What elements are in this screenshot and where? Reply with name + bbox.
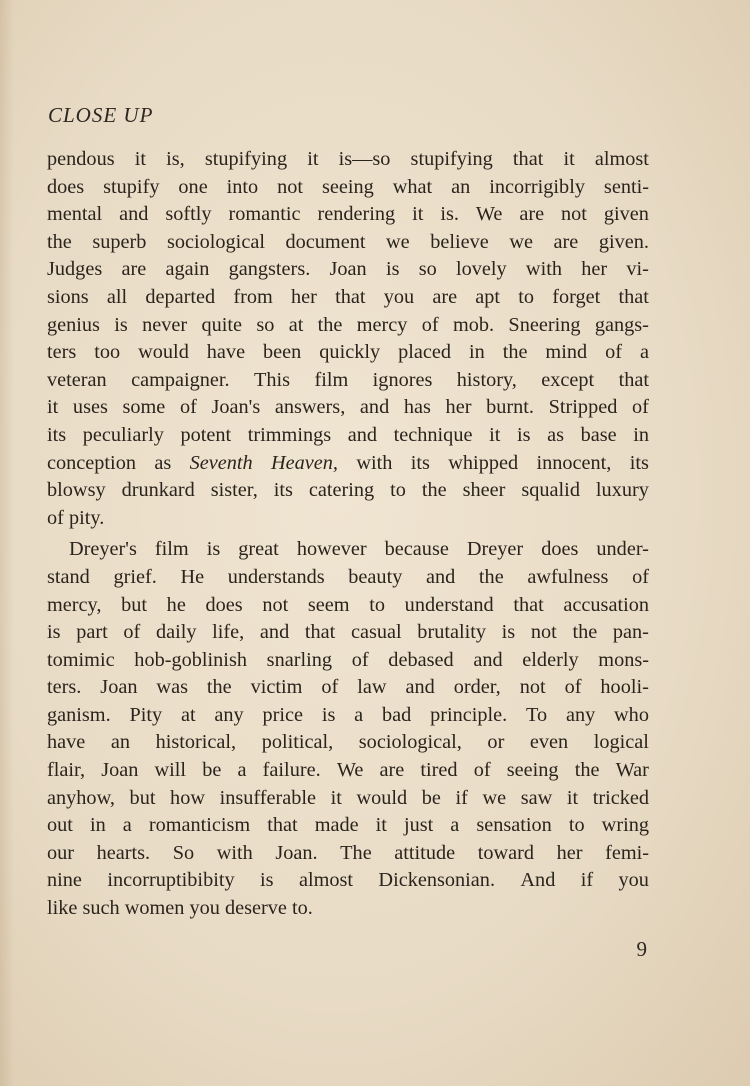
text-line: genius is never quite so at the mercy of mob. Sneering gangs- xyxy=(47,313,649,336)
text-line: conception as Seventh Heaven, with its whipped innocent, its xyxy=(47,451,649,474)
text-line: its peculiarly potent trimmings and technique it is as base in xyxy=(47,423,649,446)
text-line: tomimic hob-goblinish snarling of debased and elderly mons- xyxy=(47,648,649,671)
text-line: veteran campaigner. This film ignores history, except that xyxy=(47,368,649,391)
text-line: anyhow, but how insufferable it would be if we saw it tricked xyxy=(47,786,649,809)
text-line: ters too would have been quickly placed in the mind of a xyxy=(47,341,649,364)
text-line: is part of daily life, and that casual brutality is not the pan- xyxy=(47,621,649,644)
text-line: blowsy drunkard sister, its catering to the sheer squalid luxury xyxy=(47,479,649,502)
text-line: ters. Joan was the victim of law and order, not of hooli- xyxy=(47,676,649,699)
text-line: Dreyer's film is great however because Dreyer does under- xyxy=(69,538,649,561)
text-line: pendous it is, stupifying it is—so stupifying that it almost xyxy=(47,148,649,170)
text-line: have an historical, political, sociological, or even logical xyxy=(47,731,649,754)
text-line: nine incorruptibibity is almost Dickensonian. And if you xyxy=(47,869,649,892)
text-line: out in a romanticism that made it just a sensation to wring xyxy=(47,814,649,837)
text-line: does stupify one into not seeing what an incorrigibly senti- xyxy=(47,175,649,198)
text-line: of pity. xyxy=(47,506,105,529)
body-text xyxy=(47,146,649,923)
text-line: mental and softly romantic rendering it is. We are not given xyxy=(47,203,649,226)
text-line: ganism. Pity at any price is a bad principle. To any who xyxy=(47,703,649,726)
page-edge-shadow xyxy=(0,0,14,1086)
text-line: the superb sociological document we believe we are given. xyxy=(47,230,649,253)
running-head: CLOSE UP xyxy=(48,103,154,127)
text-line: Judges are again gangsters. Joan is so lovely with her vi- xyxy=(47,258,649,281)
text-line: it uses some of Joan's answers, and has her burnt. Stripped of xyxy=(47,396,649,419)
text-line: our hearts. So with Joan. The attitude toward her femi- xyxy=(47,841,649,864)
text-line: flair, Joan will be a failure. We are tired of seeing the War xyxy=(47,759,649,782)
text-line: mercy, but he does not seem to understand that accusation xyxy=(47,593,649,616)
page-number: 9 xyxy=(636,937,647,961)
text-line: sions all departed from her that you are apt to forget that xyxy=(47,285,649,308)
text-line: stand grief. He understands beauty and the awfulness of xyxy=(47,565,649,588)
text-line: like such women you deserve to. xyxy=(47,897,313,920)
